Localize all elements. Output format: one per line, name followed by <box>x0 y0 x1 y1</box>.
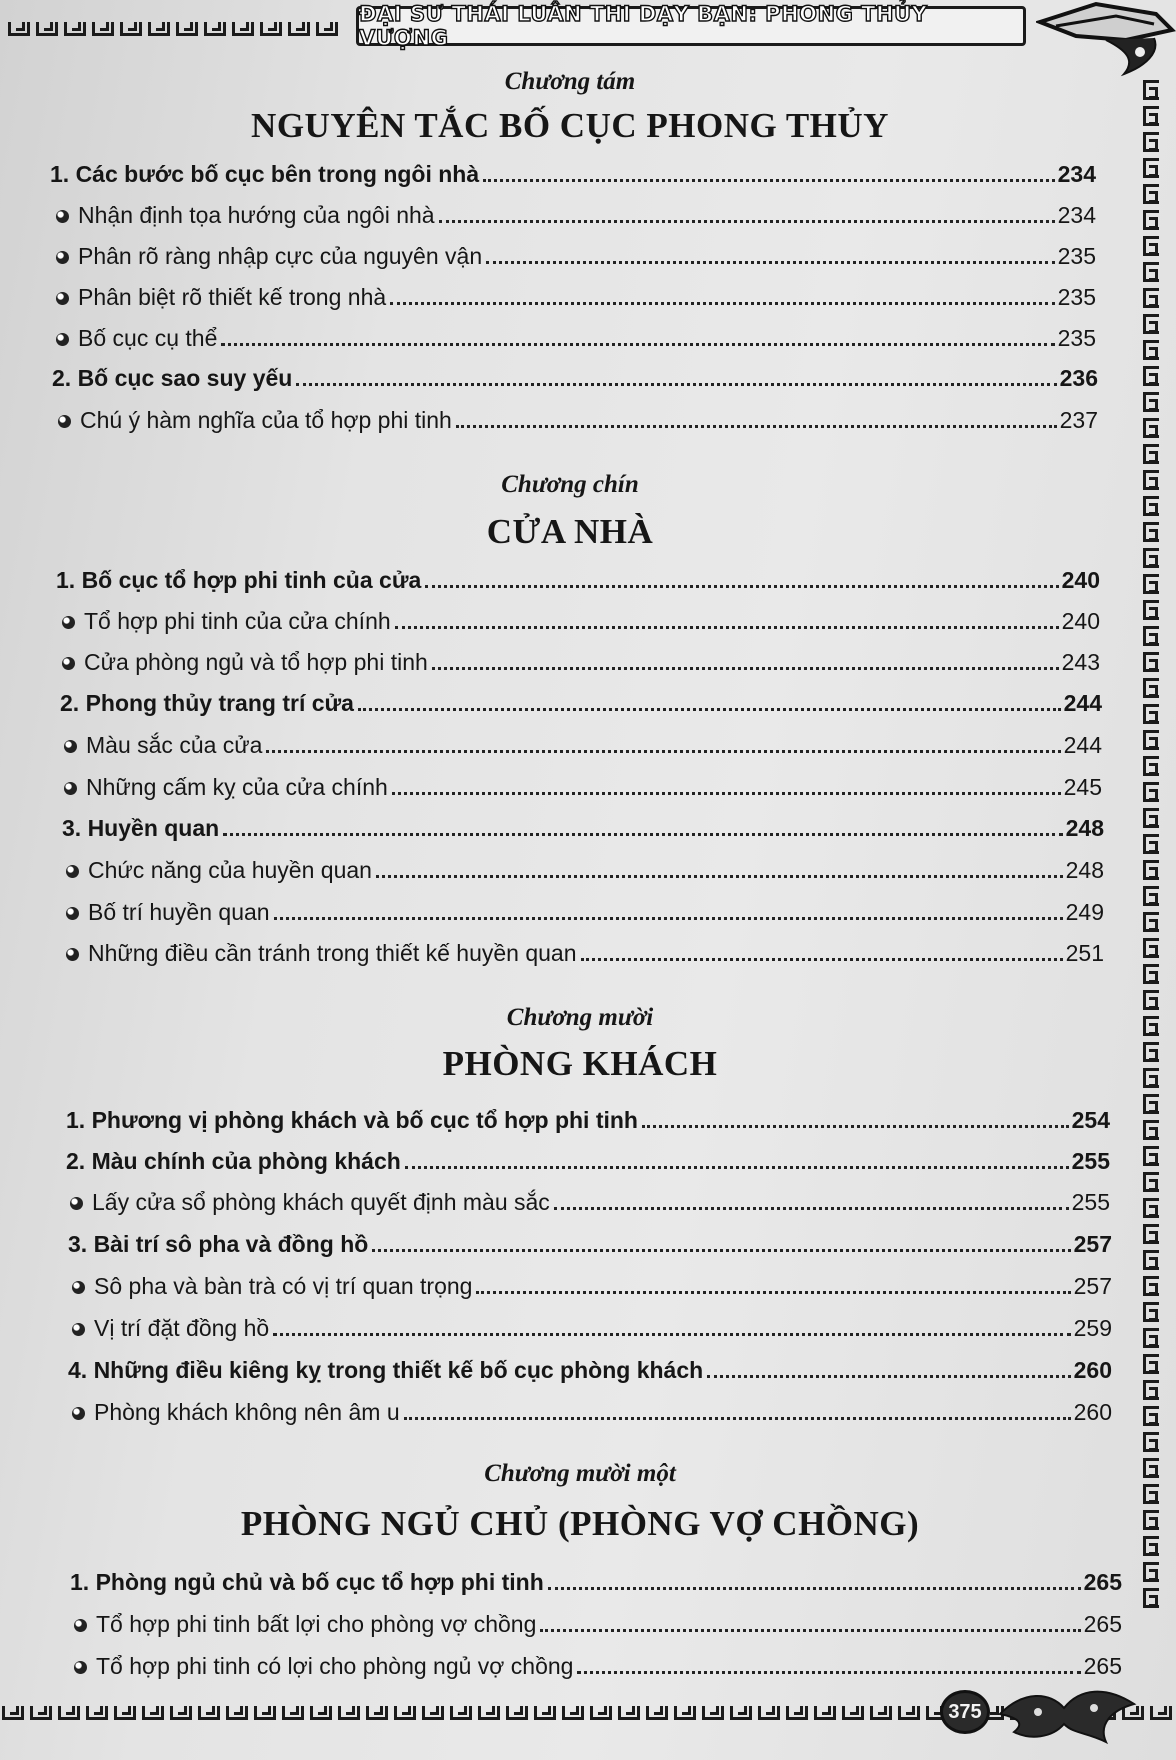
toc-entry-text: 1. Bố cục tổ hợp phi tinh của cửa <box>56 567 422 593</box>
toc-entry[interactable] <box>70 1186 1110 1216</box>
toc-entry-text: Màu sắc của cửa <box>86 732 263 758</box>
toc-entry-text: Chú ý hàm nghĩa của tổ hợp phi tinh <box>80 407 452 433</box>
leader-dots <box>221 342 1054 346</box>
leader-dots <box>548 1586 1081 1590</box>
toc-page-number: 248 <box>1065 857 1104 883</box>
toc-entry[interactable] <box>56 322 1096 352</box>
leader-dots <box>425 584 1058 588</box>
toc-page-number: 265 <box>1083 1653 1122 1679</box>
toc-entry[interactable] <box>50 158 1096 188</box>
toc-entry[interactable] <box>66 937 1104 967</box>
toc-entry[interactable] <box>56 281 1096 311</box>
leader-dots <box>358 707 1061 711</box>
toc-entry[interactable] <box>68 1228 1112 1258</box>
leader-dots <box>395 625 1059 629</box>
toc-entry[interactable] <box>66 1104 1110 1134</box>
toc-entry-text: Tổ hợp phi tinh có lợi cho phòng ngủ vợ chồng <box>96 1653 574 1679</box>
bullet-dot-icon <box>62 657 75 670</box>
toc-entry-text: Tổ hợp phi tinh bất lợi cho phòng vợ chồng <box>96 1611 537 1637</box>
toc-page-number: 235 <box>1057 243 1096 269</box>
toc-page-number: 260 <box>1073 1399 1112 1425</box>
toc-entry[interactable] <box>62 646 1100 676</box>
toc-entry-text: Tổ hợp phi tinh của cửa chính <box>84 608 391 634</box>
bullet-dot-icon <box>58 415 71 428</box>
toc-entry[interactable] <box>68 1354 1112 1384</box>
bullet-dot-icon <box>72 1407 85 1420</box>
leader-dots <box>432 666 1059 670</box>
toc-entry-text: 2. Màu chính của phòng khách <box>66 1148 401 1174</box>
toc-entry[interactable] <box>56 564 1100 594</box>
leader-dots <box>390 301 1054 305</box>
chapter-title: CỬA NHÀ <box>486 512 654 551</box>
toc-entry-text: Sô pha và bàn trà có vị trí quan trọng <box>94 1273 473 1299</box>
bullet-dot-icon <box>56 333 69 346</box>
leader-dots <box>581 957 1063 961</box>
toc-entry[interactable] <box>72 1270 1112 1300</box>
bullet-dot-icon <box>56 292 69 305</box>
page-number-badge <box>940 1690 990 1734</box>
leader-dots <box>392 791 1061 795</box>
toc-page-number: 243 <box>1061 649 1100 675</box>
bullet-dot-icon <box>64 782 77 795</box>
leader-dots <box>223 832 1062 836</box>
toc-entry-text: Chức năng của huyền quan <box>88 857 372 883</box>
leader-dots <box>577 1670 1080 1674</box>
leader-dots <box>404 1416 1071 1420</box>
bullet-dot-icon <box>66 948 79 961</box>
toc-entry[interactable] <box>66 896 1104 926</box>
toc-entry-text: Bố cục cụ thể <box>78 325 218 351</box>
chapter-title: PHÒNG NGỦ CHỦ (PHÒNG VỢ CHỒNG) <box>240 1504 920 1543</box>
bullet-dot-icon <box>66 907 79 920</box>
toc-entry-text: Lấy cửa sổ phòng khách quyết định màu sắc <box>92 1189 550 1215</box>
page-number: 375 <box>948 1700 982 1723</box>
toc-entry-text: Những điều cần tránh trong thiết kế huyền quan <box>88 940 577 966</box>
bullet-dot-icon <box>62 616 75 629</box>
chapter-label: Chương tám <box>504 68 636 95</box>
toc-entry-text: Những cấm kỵ của cửa chính <box>86 774 388 800</box>
toc-page-number: 235 <box>1057 284 1096 310</box>
toc-page-number: 249 <box>1065 899 1104 925</box>
toc-entry[interactable] <box>72 1312 1112 1342</box>
toc-page-number: 260 <box>1073 1357 1112 1383</box>
bullet-dot-icon <box>56 251 69 264</box>
leader-dots <box>707 1374 1070 1378</box>
toc-entry-text: Phòng khách không nên âm u <box>94 1399 400 1425</box>
toc-page-number: 257 <box>1073 1273 1112 1299</box>
bottom-dragon-ornament-icon <box>994 1680 1144 1750</box>
toc-entry[interactable] <box>72 1396 1112 1426</box>
toc-page-number: 265 <box>1083 1611 1122 1637</box>
toc-entry-text: 3. Bài trí sô pha và đồng hồ <box>68 1231 369 1257</box>
leader-dots <box>456 424 1057 428</box>
bullet-dot-icon <box>74 1619 87 1632</box>
toc-entry[interactable] <box>56 240 1096 270</box>
toc-entry[interactable] <box>70 1566 1122 1596</box>
toc-page-number: 237 <box>1059 407 1098 433</box>
leader-dots <box>439 219 1055 223</box>
right-greek-key-border <box>1143 80 1159 1608</box>
toc-page-number: 248 <box>1065 815 1104 841</box>
running-title: ĐẠI SƯ THÁI LUÂN THI DẠY BẠN: PHONG THỦY VƯỢNG <box>359 2 928 50</box>
toc-page-number: 234 <box>1057 202 1096 228</box>
bullet-dot-icon <box>72 1323 85 1336</box>
running-header <box>356 2 1026 50</box>
toc-entry[interactable] <box>62 605 1100 635</box>
toc-entry[interactable] <box>56 199 1096 229</box>
toc-entry[interactable] <box>62 812 1104 842</box>
chapter-title: PHÒNG KHÁCH <box>442 1044 718 1083</box>
toc-entry[interactable] <box>66 854 1104 884</box>
leader-dots <box>372 1248 1070 1252</box>
leader-dots <box>266 749 1060 753</box>
bullet-dot-icon <box>70 1197 83 1210</box>
leader-dots <box>376 874 1063 878</box>
toc-entry[interactable] <box>58 404 1098 434</box>
toc-page-number: 234 <box>1057 161 1096 187</box>
toc-entry-text: 1. Các bước bố cục bên trong ngôi nhà <box>50 161 480 187</box>
leader-dots <box>554 1206 1069 1210</box>
toc-page-number: 255 <box>1071 1148 1110 1174</box>
toc-entry-text: 4. Những điều kiêng kỵ trong thiết kế bố cục phòng khách <box>68 1357 704 1383</box>
toc-page-number: 259 <box>1073 1315 1112 1341</box>
leader-dots <box>273 1332 1070 1336</box>
toc-entry-text: Cửa phòng ngủ và tổ hợp phi tinh <box>84 649 428 675</box>
toc-page-number: 251 <box>1065 940 1104 966</box>
toc-page-number: 240 <box>1061 608 1100 634</box>
top-greek-key-border <box>8 22 338 36</box>
toc-entry[interactable] <box>64 771 1102 801</box>
toc-entry-text: Vị trí đặt đồng hồ <box>94 1315 270 1341</box>
toc-entry-text: 1. Phương vị phòng khách và bố cục tổ hợp phi tinh <box>66 1107 638 1133</box>
toc-entry[interactable] <box>52 362 1098 392</box>
leader-dots <box>483 178 1054 182</box>
toc-entry[interactable] <box>60 687 1102 717</box>
bullet-dot-icon <box>64 740 77 753</box>
toc-entry[interactable] <box>64 729 1102 759</box>
toc-page-number: 254 <box>1071 1107 1110 1133</box>
toc-entry[interactable] <box>66 1145 1110 1175</box>
chapter-label: Chương mười <box>506 1004 654 1031</box>
toc-entry-text: 2. Phong thủy trang trí cửa <box>60 690 354 716</box>
toc-entry-text: 3. Huyền quan <box>62 815 220 841</box>
toc-entry-text: 1. Phòng ngủ chủ và bố cục tổ hợp phi tinh <box>70 1569 544 1595</box>
toc-entry-text: Bố trí huyền quan <box>88 899 270 925</box>
chapter-label: Chương chín <box>501 471 639 498</box>
toc-entry[interactable] <box>74 1650 1122 1680</box>
toc-page-number: 240 <box>1061 567 1100 593</box>
chapter-label: Chương mười một <box>484 1460 676 1487</box>
leader-dots <box>486 260 1055 264</box>
toc-page-number: 236 <box>1059 365 1098 391</box>
toc-page-number: 257 <box>1073 1231 1112 1257</box>
toc-page-number: 235 <box>1057 325 1096 351</box>
toc-entry-text: Nhận định tọa hướng của ngôi nhà <box>78 202 435 228</box>
toc-page-number: 244 <box>1063 690 1102 716</box>
toc-page-number: 244 <box>1063 732 1102 758</box>
leader-dots <box>540 1628 1080 1632</box>
toc-page-number: 255 <box>1071 1189 1110 1215</box>
leader-dots <box>642 1124 1069 1128</box>
toc-entry-text: 2. Bố cục sao suy yếu <box>52 365 293 391</box>
leader-dots <box>296 382 1056 386</box>
toc-page-number: 245 <box>1063 774 1102 800</box>
bullet-dot-icon <box>66 865 79 878</box>
bullet-dot-icon <box>56 210 69 223</box>
toc-entry-text: Phân biệt rõ thiết kế trong nhà <box>78 284 387 310</box>
bullet-dot-icon <box>74 1661 87 1674</box>
bullet-dot-icon <box>72 1281 85 1294</box>
toc-entry[interactable] <box>74 1608 1122 1638</box>
chapter-title: NGUYÊN TẮC BỐ CỤC PHONG THỦY <box>251 106 889 145</box>
toc-entry-text: Phân rõ ràng nhập cực của nguyên vận <box>78 243 483 269</box>
leader-dots <box>476 1290 1070 1294</box>
leader-dots <box>405 1165 1069 1169</box>
toc-page-number: 265 <box>1083 1569 1122 1595</box>
leader-dots <box>274 916 1063 920</box>
